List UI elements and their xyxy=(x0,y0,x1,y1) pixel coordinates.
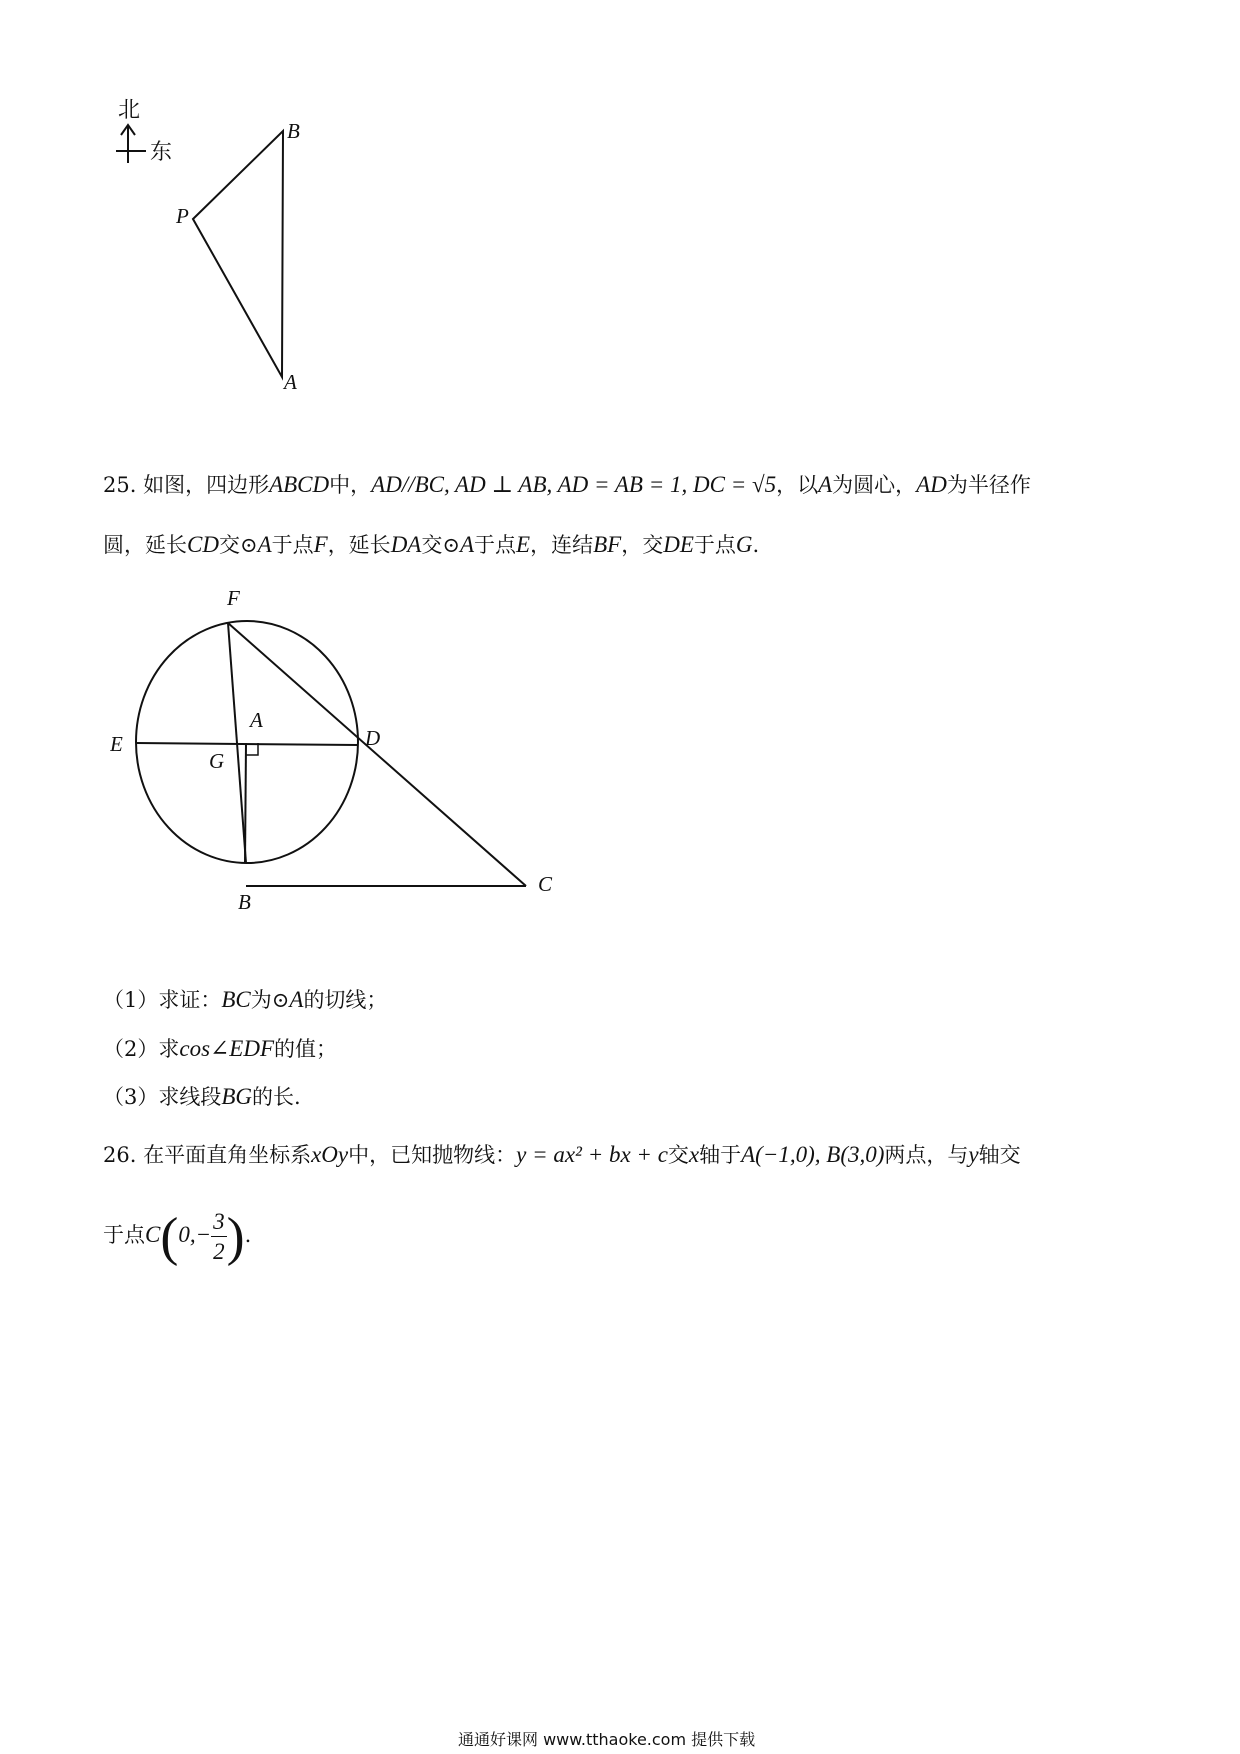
segment-bf: BF xyxy=(593,532,622,557)
label-b: B xyxy=(238,890,251,910)
fraction-denominator: 2 xyxy=(213,1239,225,1264)
q25-text: ，以 xyxy=(776,473,819,497)
figure-circle-abcd xyxy=(110,575,570,910)
q25-conditions: AD//BC, AD ⊥ AB, AD = AB = 1, DC = xyxy=(371,472,752,497)
label-d: D xyxy=(365,726,381,750)
segment-cd: CD xyxy=(187,532,219,557)
point-a-label: A xyxy=(284,370,297,394)
quad-abcd: ABCD xyxy=(269,472,330,497)
fraction-three-halves xyxy=(211,1210,227,1263)
point-c-coord: 0,− xyxy=(178,1222,212,1247)
label-c: C xyxy=(538,872,553,896)
subquestion-2 xyxy=(103,1034,337,1064)
q25-text: 交⊙ xyxy=(421,533,460,557)
q25-text: 交⊙ xyxy=(218,533,258,557)
q25-text: 于点 xyxy=(271,533,314,557)
point-a: A xyxy=(289,987,304,1012)
q26-text: . xyxy=(244,1223,252,1247)
figure-triangle-pab xyxy=(110,95,340,435)
q25-line1 xyxy=(103,470,1031,500)
parabola-equation: y = ax² + bx + c xyxy=(516,1142,668,1167)
segment-fc xyxy=(228,623,526,886)
q25-text: 中， xyxy=(329,473,372,497)
point-a: A xyxy=(459,532,475,557)
point-f: F xyxy=(313,532,328,557)
q26-text: 在平面直角坐标系 xyxy=(143,1143,312,1167)
point-e: E xyxy=(516,532,531,557)
q25-text: 如图，四边形 xyxy=(143,473,270,497)
segment-ad: AD xyxy=(916,472,947,497)
point-b-label: B xyxy=(287,119,300,143)
segment-bg: BG xyxy=(221,1084,253,1109)
sub2-text: 的值； xyxy=(274,1037,338,1061)
q25-text: . xyxy=(752,533,760,557)
segment-da: DA xyxy=(390,532,422,557)
north-label: 北 xyxy=(118,98,141,123)
q26-line1 xyxy=(103,1140,1021,1170)
segment-de: DE xyxy=(663,532,694,557)
q25-text: ，连结 xyxy=(530,533,594,557)
sub1-text: 为⊙ xyxy=(250,988,290,1012)
q26-text: 中，已知抛物线： xyxy=(348,1143,517,1167)
point-a: A xyxy=(257,532,272,557)
point-a: A xyxy=(818,472,833,497)
label-g: G xyxy=(209,749,225,773)
segment-bc: BC xyxy=(221,987,251,1012)
x-axis: x xyxy=(688,1142,700,1167)
sub2-text: （2）求 xyxy=(103,1037,180,1061)
sqrt-five: √5 xyxy=(751,472,777,497)
left-paren: ( xyxy=(160,1206,179,1267)
sub3-text: 的长. xyxy=(252,1085,301,1109)
label-f: F xyxy=(227,586,240,610)
q25-text: 为半径作 xyxy=(946,473,1031,497)
coord-xoy: xOy xyxy=(311,1142,349,1167)
y-axis: y xyxy=(968,1142,979,1167)
sub3-text: （3）求线段 xyxy=(103,1085,222,1109)
q26-text: 于点 xyxy=(103,1223,145,1247)
q25-line2 xyxy=(103,530,759,560)
segment-ab-lower xyxy=(245,863,246,886)
q26-text: 轴交 xyxy=(978,1143,1021,1167)
sub1-text: 的切线； xyxy=(303,988,388,1012)
circle-a xyxy=(136,621,358,863)
fraction-numerator: 3 xyxy=(211,1210,227,1237)
q26-text: 交 xyxy=(667,1143,689,1167)
q25-text: 圆，延长 xyxy=(103,533,187,557)
q26-text: 轴于 xyxy=(699,1143,742,1167)
q25-text: 于点 xyxy=(693,533,736,557)
sub1-text: （1）求证： xyxy=(103,988,222,1012)
q25-text: ，延长 xyxy=(327,533,391,557)
right-paren: ) xyxy=(226,1206,245,1267)
segment-ed xyxy=(136,743,358,745)
point-g: G xyxy=(735,532,753,557)
q26-text: 两点，与 xyxy=(884,1143,969,1167)
triangle-pab xyxy=(193,131,283,377)
point-p-label: P xyxy=(176,204,189,228)
q25-text: ，交 xyxy=(621,533,664,557)
points-a-b: A(−1,0), B(3,0) xyxy=(741,1142,885,1167)
east-label: 东 xyxy=(150,140,173,165)
page-footer: 通通好课网 www.tthaoke.com 提供下载 xyxy=(458,1730,756,1749)
subquestion-3 xyxy=(103,1082,301,1112)
q25-number: 25. xyxy=(103,473,144,497)
label-e: E xyxy=(110,732,123,756)
subquestion-1 xyxy=(103,985,387,1015)
q26-number: 26. xyxy=(103,1143,144,1167)
cos-edf: cos∠EDF xyxy=(179,1036,275,1061)
point-c: C xyxy=(145,1222,161,1247)
label-a: A xyxy=(250,708,263,732)
q26-line2 xyxy=(103,1205,251,1265)
q25-text: 为圆心， xyxy=(832,473,917,497)
q25-text: 于点 xyxy=(474,533,517,557)
